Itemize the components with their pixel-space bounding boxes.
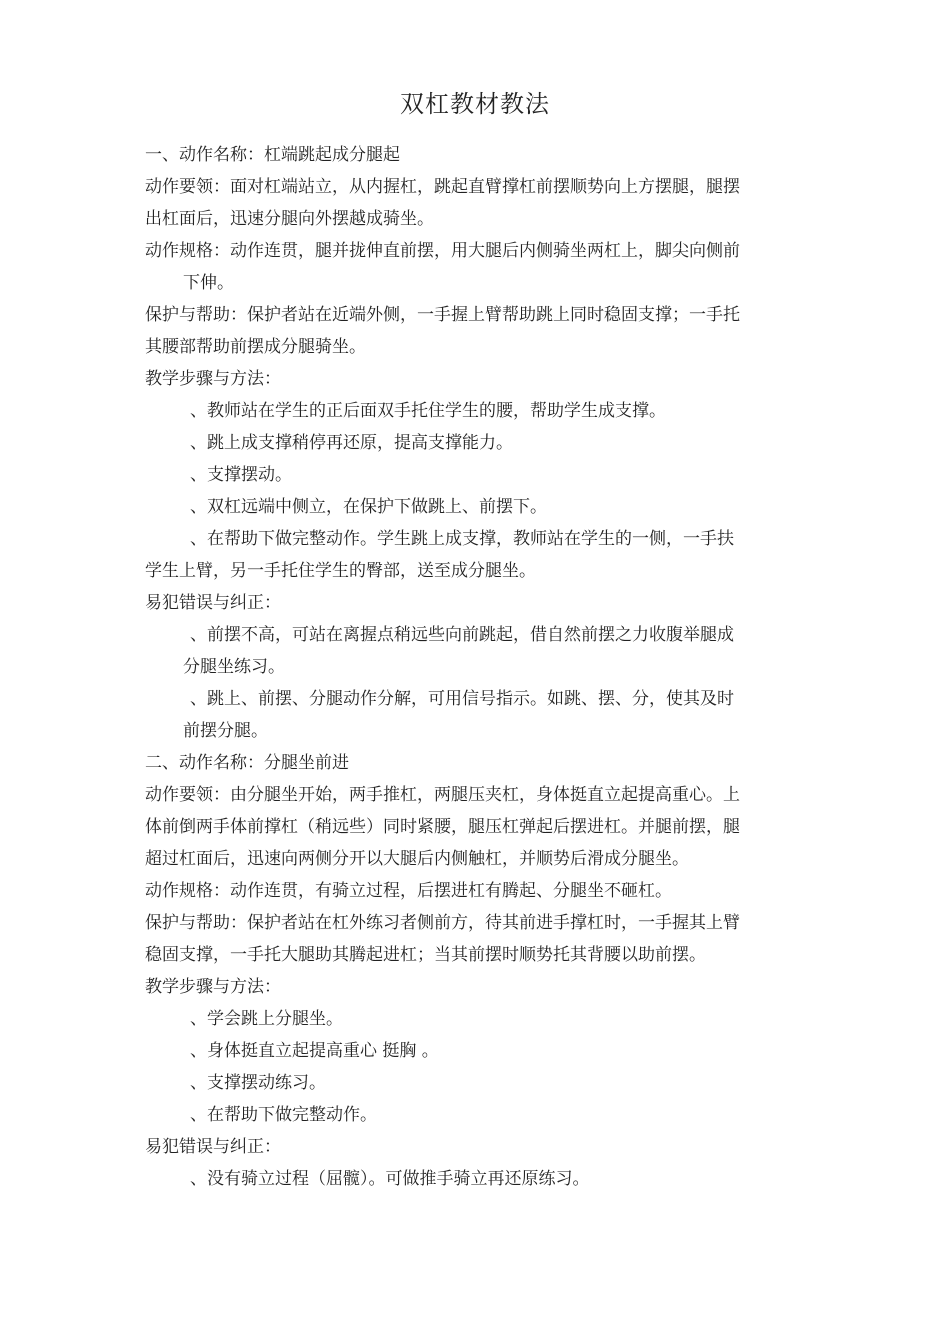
section1-spec-line-1: 动作规格：动作连贯，腿并拢伸直前摆，用大腿后内侧骑坐两杠上，脚尖向侧前 (145, 241, 740, 261)
section1-protect-line-1: 保护与帮助：保护者站在近端外侧，一手握上臂帮助跳上同时稳固支撑；一手托 (145, 305, 740, 325)
section2-step-1: 、学会跳上分腿坐。 (190, 1009, 343, 1029)
section2-errors-heading: 易犯错误与纠正： (145, 1137, 281, 1157)
section1-step-2: 、跳上成支撑稍停再还原，提高支撑能力。 (190, 433, 513, 453)
section1-step-5-line-2: 学生上臂，另一手托住学生的臀部，送至成分腿坐。 (145, 561, 536, 581)
section2-step-3: 、支撑摆动练习。 (190, 1073, 326, 1093)
section1-error-1-line-2: 分腿坐练习。 (183, 657, 285, 677)
section1-step-1: 、教师站在学生的正后面双手托住学生的腰，帮助学生成支撑。 (190, 401, 666, 421)
section2-step-2: 、身体挺直立起提高重心 挺胸 。 (190, 1041, 439, 1061)
section1-heading: 一、动作名称：杠端跳起成分腿起 (145, 145, 400, 165)
section2-heading: 二、动作名称：分腿坐前进 (145, 753, 349, 773)
section2-spec-line-1: 动作规格：动作连贯，有骑立过程，后摆进杠有腾起、分腿坐不砸杠。 (145, 881, 672, 901)
section2-protect-line-2: 稳固支撑，一手托大腿助其腾起进杠；当其前摆时顺势托其背腰以助前摆。 (145, 945, 706, 965)
section1-error-2-line-2: 前摆分腿。 (183, 721, 268, 741)
document-title: 双杠教材教法 (400, 90, 550, 118)
section2-essentials-line-1: 动作要领：由分腿坐开始，两手推杠，两腿压夹杠，身体挺直立起提高重心。上 (145, 785, 740, 805)
section1-steps-heading: 教学步骤与方法： (145, 369, 281, 389)
section2-steps-heading: 教学步骤与方法： (145, 977, 281, 997)
section1-errors-heading: 易犯错误与纠正： (145, 593, 281, 613)
section1-error-2-line-1: 、跳上、前摆、分腿动作分解，可用信号指示。如跳、摆、分，使其及时 (190, 689, 734, 709)
section1-step-5-line-1: 、在帮助下做完整动作。学生跳上成支撑，教师站在学生的一侧，一手扶 (190, 529, 734, 549)
section2-essentials-line-3: 超过杠面后，迅速向两侧分开以大腿后内侧触杠，并顺势后滑成分腿坐。 (145, 849, 689, 869)
section1-essentials-line-2: 出杠面后，迅速分腿向外摆越成骑坐。 (145, 209, 434, 229)
section2-error-1: 、没有骑立过程（屈髋）。可做推手骑立再还原练习。 (190, 1169, 590, 1189)
section1-step-3: 、支撑摆动。 (190, 465, 292, 485)
section2-step-4: 、在帮助下做完整动作。 (190, 1105, 377, 1125)
section1-protect-line-2: 其腰部帮助前摆成分腿骑坐。 (145, 337, 366, 357)
section1-spec-line-2: 下伸。 (183, 273, 234, 293)
section1-essentials-line-1: 动作要领：面对杠端站立，从内握杠，跳起直臂撑杠前摆顺势向上方摆腿，腿摆 (145, 177, 740, 197)
section1-error-1-line-1: 、前摆不高，可站在离握点稍远些向前跳起，借自然前摆之力收腹举腿成 (190, 625, 734, 645)
section2-protect-line-1: 保护与帮助：保护者站在杠外练习者侧前方，待其前进手撑杠时，一手握其上臂 (145, 913, 740, 933)
section2-essentials-line-2: 体前倒两手体前撑杠（稍远些）同时紧腰，腿压杠弹起后摆进杠。并腿前摆，腿 (145, 817, 740, 837)
section1-step-4: 、双杠远端中侧立，在保护下做跳上、前摆下。 (190, 497, 547, 517)
